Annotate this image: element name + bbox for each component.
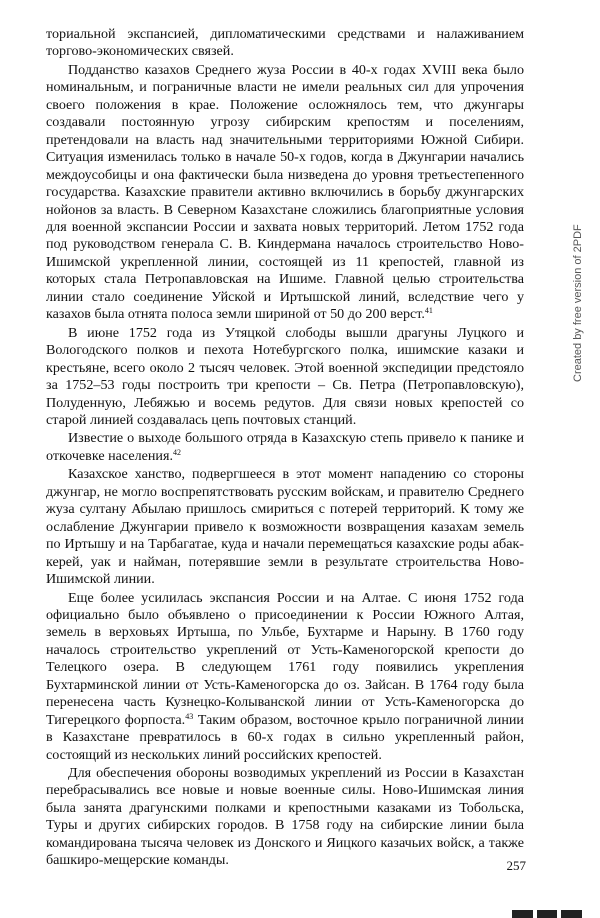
paragraph-text: Казахское ханство, подвергшееся в этот момент нападению со стороны джунгар, не могло воспрепятствовать русским войскам, и правителю Среднего жуза султану Абылаю пришлось смириться с потерей территорий. К тому же ослабление Джунгарии привело к возможности возвращения казахам земель по Иртышу и на Тарбагатае, куда и начали перемещаться казахские роды абак-керей, уак и найман, потерявшие земли в результате строительства Ново-Ишимской линии.: [46, 466, 524, 588]
page-body: [46, 26, 524, 870]
footnote-ref: 43: [185, 711, 194, 721]
page-number: 257: [506, 858, 526, 873]
paragraph-text: Подданство казахов Среднего жуза России в 40-х годах XVIII века было номинальным, и пограничные власти не имели реальных сил для упрочения своего положения в крае. Положение осложнялось тем, что джунгары создавали постоянную угрозу сибирским крепостям и поселениям, претендовали на власть над значительными территориями Южной Сибири. Ситуация изменилась только в начале 50-х годов, когда в Джунгарии начались междоусобицы и она фактически была низведена до уровня третьестепенного государства. Казахские правители активно включились в борьбу джунгарских нойонов за власть. В Северном Казахстане сложились благоприятные условия для военной экспансии России и захвата новых территорий. Летом 1752 года под руководством генерала С. В. Киндермана началось строительство Ново-Ишимской укрепленной линии, состоящей из 11 крепостей, главной из которых стала Петропавловская на Ишиме. Главной целью строительства линии стало соединение Уйской и Иртышской линий, вследствие чего у казахов была отнята полоса земли шириной от 50 до 200 верст.: [46, 61, 524, 323]
watermark: [558, 224, 584, 382]
paragraph-text: Для обеспечения обороны возводимых укреплений из России в Казахстан перебрасывались все новые и новые военные силы. Ново-Ишимская линия была занята драгунскими полками и крепостными казаками из Тобольска, Туры и других сибирских городов. В 1758 году на сибирские линии была командирована тысяча человек из Донского и Яицкого казачьих войск, а также башкиро-мещерские команды.: [46, 765, 524, 869]
paragraph-khanate: [46, 466, 524, 588]
paragraph-continued: [46, 26, 524, 61]
paragraph-text: В июне 1752 года из Утяцкой слободы вышли драгуны Луцкого и Вологодского полков и пехота Нотебургского полка, ишимские казаки и крестьяне, всего около 2 тысяч человек. Этой военной экспедиции предстояло за 1752–53 годы построить три крепости – Св. Петра (Петропавловскую), Полуденную, Лебяжью и восемь редутов. Для связи новых крепостей со старой линией создавалась цепь почтовых станций.: [46, 324, 524, 428]
scan-edge-block: [537, 910, 558, 918]
paragraph-defense: [46, 765, 524, 870]
paragraph-panic: [46, 430, 524, 465]
footnote-ref: 42: [172, 447, 181, 457]
paragraph-text-continued: Таким образом, восточное крыло пограничной линии в Казахстане превратилось в 60-х годах в сильно укрепленный район, состоящий из нескольких линий российских крепостей.: [46, 711, 524, 763]
scan-edge-block: [561, 910, 582, 918]
paragraph-text: ториальной экспансией, дипломатическими средствами и налаживанием торгово-экономических связей.: [46, 26, 524, 60]
scan-edge-block: [512, 910, 533, 918]
paragraph-suzerainty: [46, 62, 524, 324]
scan-edge-strip: [512, 910, 582, 918]
paragraph-text: Еще более усилилась экспансия России и на Алтае. С июня 1752 года официально было объявлено о присоединении к России Южного Алтая, земель в верховьях Иртыша, по Ульбе, Бухтарме и Нарыну. В 1760 году началось строительство укреплений от Усть-Каменогорской крепости до Телецкого озера. В следующем 1761 году появились укрепления Бухтарминской линии от Усть-Каменогорска до оз. Зайсан. В 1764 году была перенесена часть Кузнецко-Колыванской линии от Усть-Каменогорска до Тигерецкого форпоста.: [46, 589, 524, 728]
paragraph-altai: [46, 590, 524, 765]
footnote-ref: 41: [424, 306, 433, 316]
paragraph-expedition: [46, 325, 524, 430]
watermark-text: Created by free version of 2PDF: [572, 224, 584, 382]
paragraph-text: Известие о выходе большого отряда в Казахскую степь привело к панике и откочевке населения.: [46, 430, 524, 464]
